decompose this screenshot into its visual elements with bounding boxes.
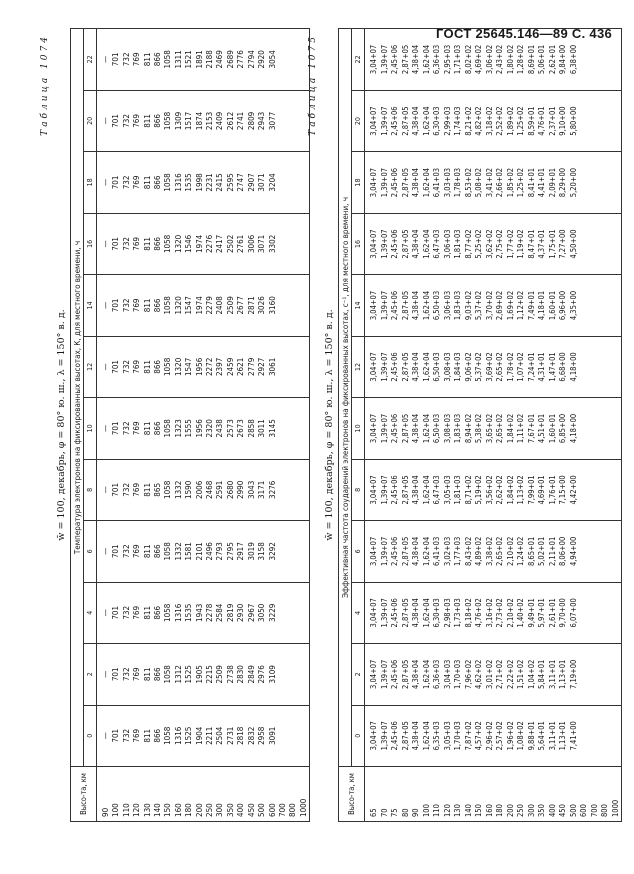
table-1075-subtitle: w̄ = 100, декабрь, φ = 80° ю. ш., λ = 150° в. д. [324,309,335,541]
data-column-2: — 701 732 769 811 866 1058 1312 1525 1905 2215 2509 2738 2830 2849 2976 3109 [97,644,310,705]
column-header-14: 14 [352,275,365,336]
data-column-18: — 701 732 769 811 866 1058 1316 1535 1998 2231 2415 2595 2747 2907 3071 3204 [97,152,310,213]
height-column: 90 100 110 120 130 140 150 160 180 200 250 300 350 400 450 500 600 700 800 1000 [97,767,310,822]
column-header-10: 10 [84,398,97,459]
data-column-20: — 701 732 769 811 866 1058 1309 1517 1874 2153 2409 2612 2741 2809 2943 3077 [97,90,310,151]
column-header-14: 14 [84,275,97,336]
table-1074-title: Таблица 1074 [40,34,50,136]
data-column-22: — 701 732 769 811 866 1058 1311 1521 1891 2188 2469 2689 2776 2794 2920 3054 [97,29,310,91]
data-column-10: — 701 732 769 811 866 1058 1323 1555 1956 2320 2438 2573 2673 2858 3011 3145 [97,398,310,459]
table-1074-band: Температура электронов на фиксированных высотах, К, для местного времени, ч [71,29,84,767]
table-1075-title: Таблица 1075 [308,34,318,136]
column-header-2: 2 [84,644,97,705]
data-column-14: 3,04+07 1,39+07 2,45+06 2,87+05 4,38+04 1,62+04 6,50+03 3,06+03 1,83+03 9,03+02 5,37+02 3,70+02 2,69+02 1,69+02 1,12+02 7,49+01 4,18+01 1,60+01 6,96+00 4,35+00 [365,275,622,336]
data-column-12: 3,04+07 1,39+07 2,45+06 2,87+05 4,38+04 1,62+04 6,50+03 3,08+03 1,84+03 9,06+02 5,37+02 3,69+02 2,65+02 1,78+02 1,07+02 7,24+01 4,31+01 1,47+01 6,68+00 4,18+00 [365,336,622,397]
data-column-4: — 701 732 769 811 866 1058 1316 1535 1943 2278 2584 2819 2930 2967 3050 3229 [97,582,310,643]
column-header-20: 20 [352,90,365,151]
height-header: Высо-та, км [71,767,97,822]
column-header-8: 8 [352,459,365,520]
column-header-4: 4 [352,582,365,643]
table-1074-subtitle: w̄ = 100, декабрь, φ = 80° ю. ш., λ = 150° в. д. [56,309,67,541]
data-column-20: 3,04+07 1,39+07 2,45+06 2,87+05 4,38+04 1,62+04 6,30+03 2,99+03 1,74+03 8,21+02 4,82+02 3,18+02 2,52+02 1,89+02 1,25+02 8,59+01 4,76+01 2,37+01 9,10+00 5,80+00 [365,90,622,151]
table-1075-band: Эффективная частота соударений электронов на фиксированных высотах, с⁻¹, для местного времени, ч [339,29,352,767]
column-header-12: 12 [84,336,97,397]
column-header-10: 10 [352,398,365,459]
rotated-tables [40,28,620,822]
data-column-0: — 701 732 769 811 866 1058 1316 1525 1904 2211 2504 2731 2818 2832 2958 3091 [97,705,310,766]
column-header-12: 12 [352,336,365,397]
column-header-22: 22 [352,29,365,91]
data-column-2: 3,04+07 1,39+07 2,45+06 2,87+05 4,38+04 1,62+04 6,36+03 3,04+03 1,70+03 7,96+02 4,62+02 3,01+02 2,71+02 2,22+02 1,51+02 1,04+02 5,84+01 3,11+01 1,13+01 7,19+00 [365,644,622,705]
column-header-18: 18 [352,152,365,213]
page-header: ГОСТ 25645.146—89 С. 436 [436,26,612,41]
column-header-4: 4 [84,582,97,643]
column-header-6: 6 [84,521,97,582]
table-1075 [338,28,622,822]
column-header-0: 0 [352,705,365,766]
column-header-20: 20 [84,90,97,151]
column-header-0: 0 [84,705,97,766]
column-header-2: 2 [352,644,365,705]
table-1075-panel [308,28,620,822]
height-header: Высо-та, км [339,767,365,822]
data-column-6: 3,04+07 1,39+07 2,45+06 2,87+05 4,38+04 1,62+04 6,41+03 3,02+03 1,77+03 8,43+02 4,89+02 3,38+02 2,65+02 2,10+02 1,24+02 8,65+01 5,02+01 2,11+01 8,06+00 4,94+00 [365,521,622,582]
data-column-4: 3,04+07 1,39+07 2,45+06 2,87+05 4,38+04 1,62+04 6,30+03 2,98+03 1,73+03 8,18+02 4,76+02 3,16+02 2,73+02 2,10+02 1,40+02 9,49+01 5,97+01 2,61+01 9,70+00 6,07+00 [365,582,622,643]
column-header-16: 16 [352,213,365,274]
table-1074 [70,28,310,822]
data-column-22: 3,04+07 1,39+07 2,45+06 2,87+05 4,38+04 1,62+04 6,36+03 2,95+03 1,71+03 8,02+02 4,69+02 3,06+02 2,43+02 1,80+02 1,28+02 8,69+01 5,06+01 2,62+01 9,84+00 6,38+00 [365,29,622,91]
data-column-18: 3,04+07 1,39+07 2,45+06 2,87+05 4,38+04 1,62+04 6,41+03 3,03+03 1,78+03 8,53+02 5,08+02 3,41+02 2,66+02 1,85+02 1,25+02 8,41+01 4,41+01 2,09+01 8,29+00 5,20+00 [365,152,622,213]
data-column-0: 3,04+07 1,39+07 2,45+06 2,87+05 4,38+04 1,62+04 6,35+03 3,05+03 1,70+03 7,87+02 4,57+02 2,96+02 2,57+02 1,96+02 1,08+02 9,88+01 5,64+01 3,11+01 1,13+01 7,41+00 [365,705,622,766]
data-column-16: 3,04+07 1,39+07 2,45+06 2,87+05 4,38+04 1,62+04 6,47+03 3,06+03 1,81+03 8,77+02 5,25+02 3,62+02 2,75+02 1,77+02 1,19+02 8,47+01 4,37+01 1,75+01 7,27+00 4,50+00 [365,213,622,274]
data-column-12: — 701 732 769 811 866 1058 1320 1547 1956 2272 2397 2459 2621 2779 2927 3061 [97,336,310,397]
data-column-8: 3,04+07 1,39+07 2,45+06 2,87+05 4,38+04 1,62+04 6,47+03 3,05+03 1,81+03 8,71+02 5,19+02 3,56+02 2,62+02 1,84+02 1,13+02 7,99+01 4,69+01 1,76+01 7,15+00 4,42+00 [365,459,622,520]
height-column: 65 70 75 80 90 100 110 120 130 140 150 160 180 200 250 300 350 400 450 500 600 700 800 1000 [365,767,622,822]
column-header-18: 18 [84,152,97,213]
data-column-6: — 701 732 769 811 866 1058 1332 1581 2101 2496 2793 2795 2917 3019 3158 3292 [97,521,310,582]
column-header-6: 6 [352,521,365,582]
data-column-14: — 701 732 769 811 866 1058 1320 1547 1974 2279 2408 2509 2677 2871 3026 3160 [97,275,310,336]
data-column-16: — 701 732 769 811 866 1058 1320 1546 1974 2276 2417 2502 2761 3006 3071 3302 [97,213,310,274]
table-1074-panel [40,28,308,822]
column-header-16: 16 [84,213,97,274]
data-column-8: — 701 732 769 811 865 1058 1332 1590 2006 2468 2591 2680 2990 3043 3171 3276 [97,459,310,520]
data-column-10: 3,04+07 1,39+07 2,45+06 2,87+05 4,38+04 1,62+04 6,50+03 3,08+03 1,83+03 8,94+02 5,38+02 3,65+02 2,65+02 1,84+02 1,11+02 7,67+01 4,51+01 1,60+01 6,85+00 4,18+00 [365,398,622,459]
column-header-8: 8 [84,459,97,520]
column-header-22: 22 [84,29,97,91]
